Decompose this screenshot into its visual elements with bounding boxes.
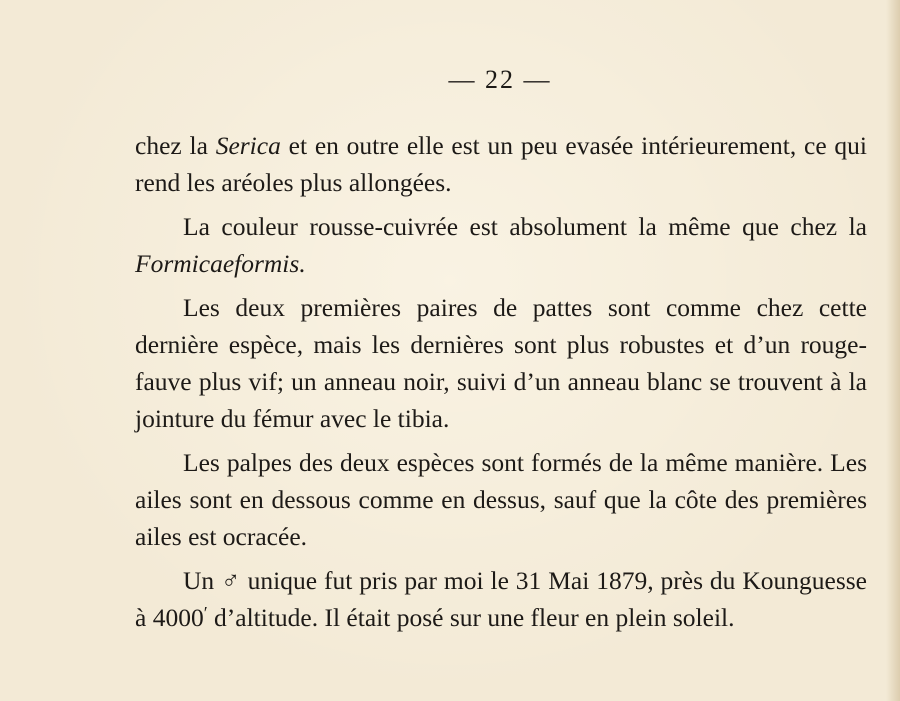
prime-mark: ′ xyxy=(203,603,208,623)
paragraph-text: Les palpes des deux espèces sont formés de la même manière. Les ailes sont en dessous comme en dessus, sauf que la côte des premières ailes est ocracée. xyxy=(135,448,867,551)
paragraph xyxy=(135,127,867,201)
paragraph xyxy=(135,208,867,282)
paragraph xyxy=(135,444,867,555)
paragraph xyxy=(135,289,867,437)
paragraph-text: d’altitude. Il était posé sur une fleur en plein soleil. xyxy=(207,603,735,632)
paragraph-text: chez la xyxy=(135,131,216,160)
species-name: Formicaeformis. xyxy=(135,249,306,278)
page-edge xyxy=(886,0,900,701)
paragraph-text: La couleur rousse-cuivrée est absolument la même que chez la xyxy=(183,212,867,241)
paragraph-text: Un ♂ unique fut pris par moi le 31 Mai 1879, près du Kounguesse à 4000 xyxy=(135,566,867,632)
page-number: — 22 — xyxy=(448,65,552,94)
body-text xyxy=(135,127,867,636)
species-name: Serica xyxy=(215,131,281,160)
paragraph-text: et en outre elle est un peu evasée intérieurement, ce qui rend les aréoles plus allongées. xyxy=(135,131,868,197)
paragraph xyxy=(135,562,867,636)
paragraph-text: Les deux premières paires de pattes sont comme chez cette dernière espèce, mais les dernières sont plus robustes et d’un rouge-fauve plus vif; un anneau noir, suivi d’un anneau blanc se trouvent à la jointure du fémur avec le tibia. xyxy=(135,293,867,433)
